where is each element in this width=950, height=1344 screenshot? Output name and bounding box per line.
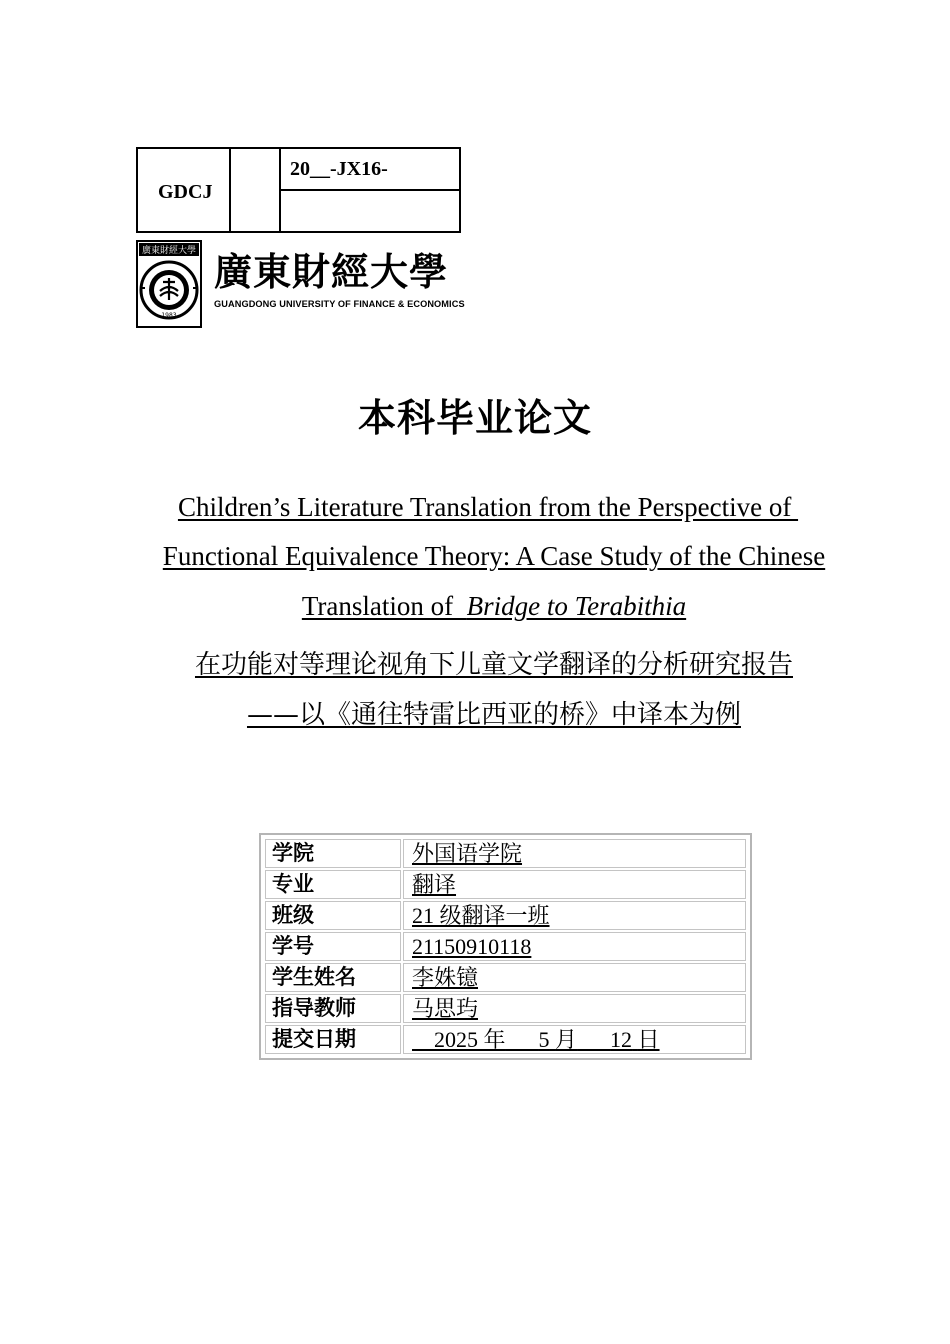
student-info-table [259,833,752,1060]
info-row-date [265,1025,746,1054]
book-title: Bridge to Terabithia [466,591,687,621]
info-row [265,963,746,992]
info-value: 21 级翻译一班 [403,901,746,930]
info-label: 提交日期 [265,1025,401,1054]
info-row [265,839,746,868]
info-label: 指导教师 [265,994,401,1023]
university-logo [136,240,464,328]
info-value: 21150910118 [403,932,746,961]
submission-date: 2025 年 5 月 12 日 [403,1025,746,1054]
info-value: 翻译 [403,870,746,899]
seal-year: 1983 [161,312,177,319]
info-label: 学生姓名 [265,963,401,992]
title-en-line-3: Translation of Bridge to Terabithia [301,591,687,621]
document-type-heading: 本科毕业论文 [357,396,592,440]
info-label: 班级 [265,901,401,930]
title-en-line-1: Children’s Literature Translation from the Perspective of [177,492,799,522]
info-row [265,901,746,930]
seal-top-text: 廣東財經大學 [141,246,197,256]
title-en-line-2: Functional Equivalence Theory: A Case Study of the Chinese [162,541,826,571]
title-zh-line-1: 在功能对等理论视角下儿童文学翻译的分析研究报告 [194,650,793,680]
info-row [265,994,746,1023]
info-label: 学院 [265,839,401,868]
code-cell-blank [231,149,281,231]
thesis-code-box [136,147,461,233]
info-label: 学号 [265,932,401,961]
code-cell-empty [281,191,459,231]
code-cell-prefix [138,149,231,231]
info-row [265,870,746,899]
info-value: 外国语学院 [403,839,746,868]
date-day: 12 [610,1027,633,1052]
date-month: 5 [538,1027,550,1052]
info-value: 李姝镱 [403,963,746,992]
university-name-cn: 廣東財經大學 [214,249,449,294]
code-prefix: GDCJ [158,181,213,203]
code-cell-serial [281,149,459,191]
title-zh-line-2: ——以《通往特雷比西亚的桥》中译本为例 [246,700,741,730]
date-year: 2025 [434,1027,478,1052]
code-serial: 20__-JX16- [290,158,388,180]
info-label: 专业 [265,870,401,899]
info-row [265,932,746,961]
university-seal-icon [136,240,202,328]
info-value: 马思玙 [403,994,746,1023]
university-name-en: GUANGDONG UNIVERSITY OF FINANCE & ECONOMICS [214,299,465,309]
